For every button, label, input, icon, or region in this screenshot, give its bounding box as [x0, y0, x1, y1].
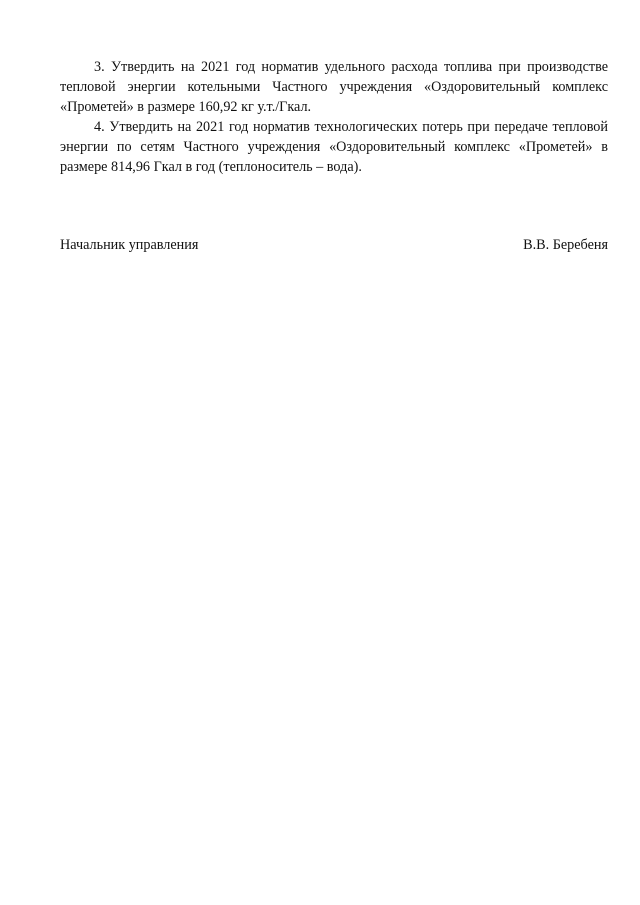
signature-block — [60, 235, 608, 255]
paragraph-4: 4. Утвердить на 2021 год норматив технологических потерь при передаче тепловой энергии по сетям Частного учреждения «Оздоровительный комплекс «Прометей» в размере 814,96 Гкал в год (теплоноситель – вода). — [60, 119, 608, 175]
signatory-name: В.В. Беребеня — [523, 237, 608, 253]
paragraph-3: 3. Утвердить на 2021 год норматив удельного расхода топлива при производстве тепловой энергии котельными Частного учреждения «Оздоровительный комплекс «Прометей» в размере 160,92 кг у.т./Гкал. — [60, 59, 608, 115]
document-body — [60, 57, 608, 177]
signatory-position: Начальник управления — [60, 237, 199, 253]
